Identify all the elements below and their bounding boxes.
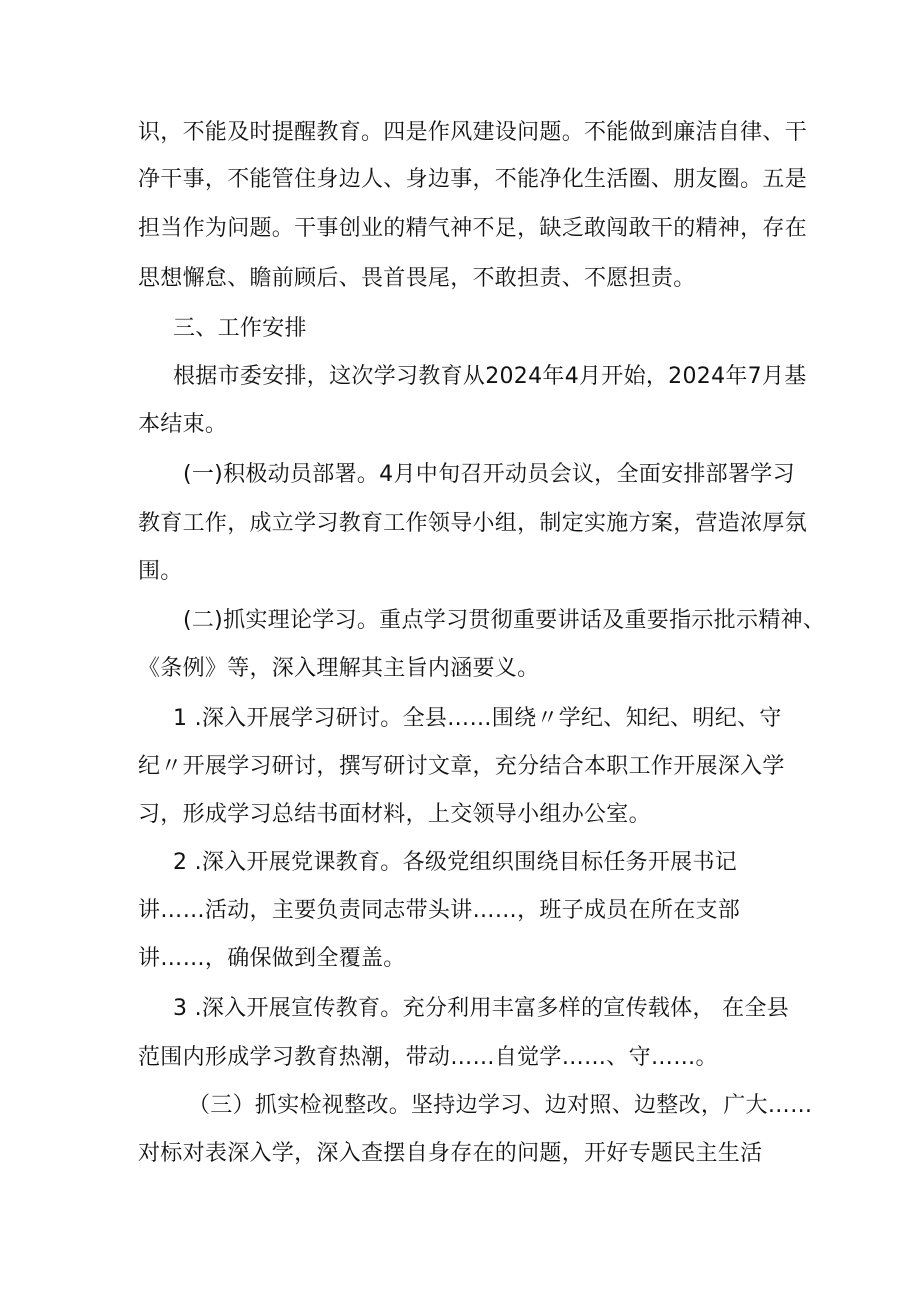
paragraph-line-20: 范围内形成学习教育热潮，带动……自觉学……、守……。 — [138, 1045, 718, 1070]
section-heading-work-arrangement: 三、工作安排 — [173, 316, 307, 341]
paragraph-line-15: 习，形成学习总结书面材料，上交领导小组办公室。 — [138, 802, 651, 827]
subsection-heading-1: (一)积极动员部署。4月中旬召开动员会议，全面安排部署学习 — [183, 462, 795, 487]
paragraph-line-9: 教育工作，成立学习教育工作领导小组，制定实施方案，营造浓厚氛 — [138, 511, 808, 536]
subsection-heading-3: （三）抓实检视整改。坚持边学习、边对照、边整改，广大…… — [188, 1093, 813, 1118]
list-item-2: 2 .深入开展党课教育。各级党组织围绕目标任务开展书记 — [173, 850, 738, 875]
paragraph-line-4: 思想懈怠、瞻前顾后、畏首畏尾，不敢担责、不愿担责。 — [138, 266, 696, 291]
paragraph-line-1: 识，不能及时提醒教育。四是作风建设问题。不能做到廉洁自律、干 — [138, 120, 808, 145]
list-item-1: 1 .深入开展学习研讨。全县……围绕〃学纪、知纪、明纪、守 — [173, 706, 782, 731]
paragraph-line-3: 担当作为问题。干事创业的精气神不足，缺乏敢闯敢干的精神，存在 — [138, 216, 808, 241]
paragraph-line-10: 围。 — [138, 559, 183, 584]
subsection-heading-2: (二)抓实理论学习。重点学习贯彻重要讲话及重要指示批示精神、 — [183, 608, 826, 633]
paragraph-line-14: 纪〃开展学习研讨，撰写研讨文章，充分结合本职工作开展深入学 — [138, 754, 785, 779]
paragraph-line-17: 讲……活动，主要负责同志带头讲……，班子成员在所在支部 — [138, 898, 741, 923]
paragraph-line-18: 讲……，确保做到全覆盖。 — [138, 946, 406, 971]
paragraph-line-22: 对标对表深入学，深入查摆自身存在的问题，开好专题民主生活 — [138, 1141, 763, 1166]
paragraph-line-7: 本结束。 — [138, 412, 228, 437]
paragraph-line-2: 净干事，不能管住身边人、身边事，不能净化生活圈、朋友圈。五是 — [138, 167, 808, 192]
list-item-3: 3 .深入开展宣传教育。充分利用丰富多样的宣传载体， 在全县 — [173, 996, 789, 1021]
paragraph-line-6: 根据市委安排，这次学习教育从2024年4月开始，2024年7月基 — [173, 364, 807, 389]
paragraph-line-12: 《条例》等，深入理解其主旨内涵要义。 — [138, 656, 540, 681]
